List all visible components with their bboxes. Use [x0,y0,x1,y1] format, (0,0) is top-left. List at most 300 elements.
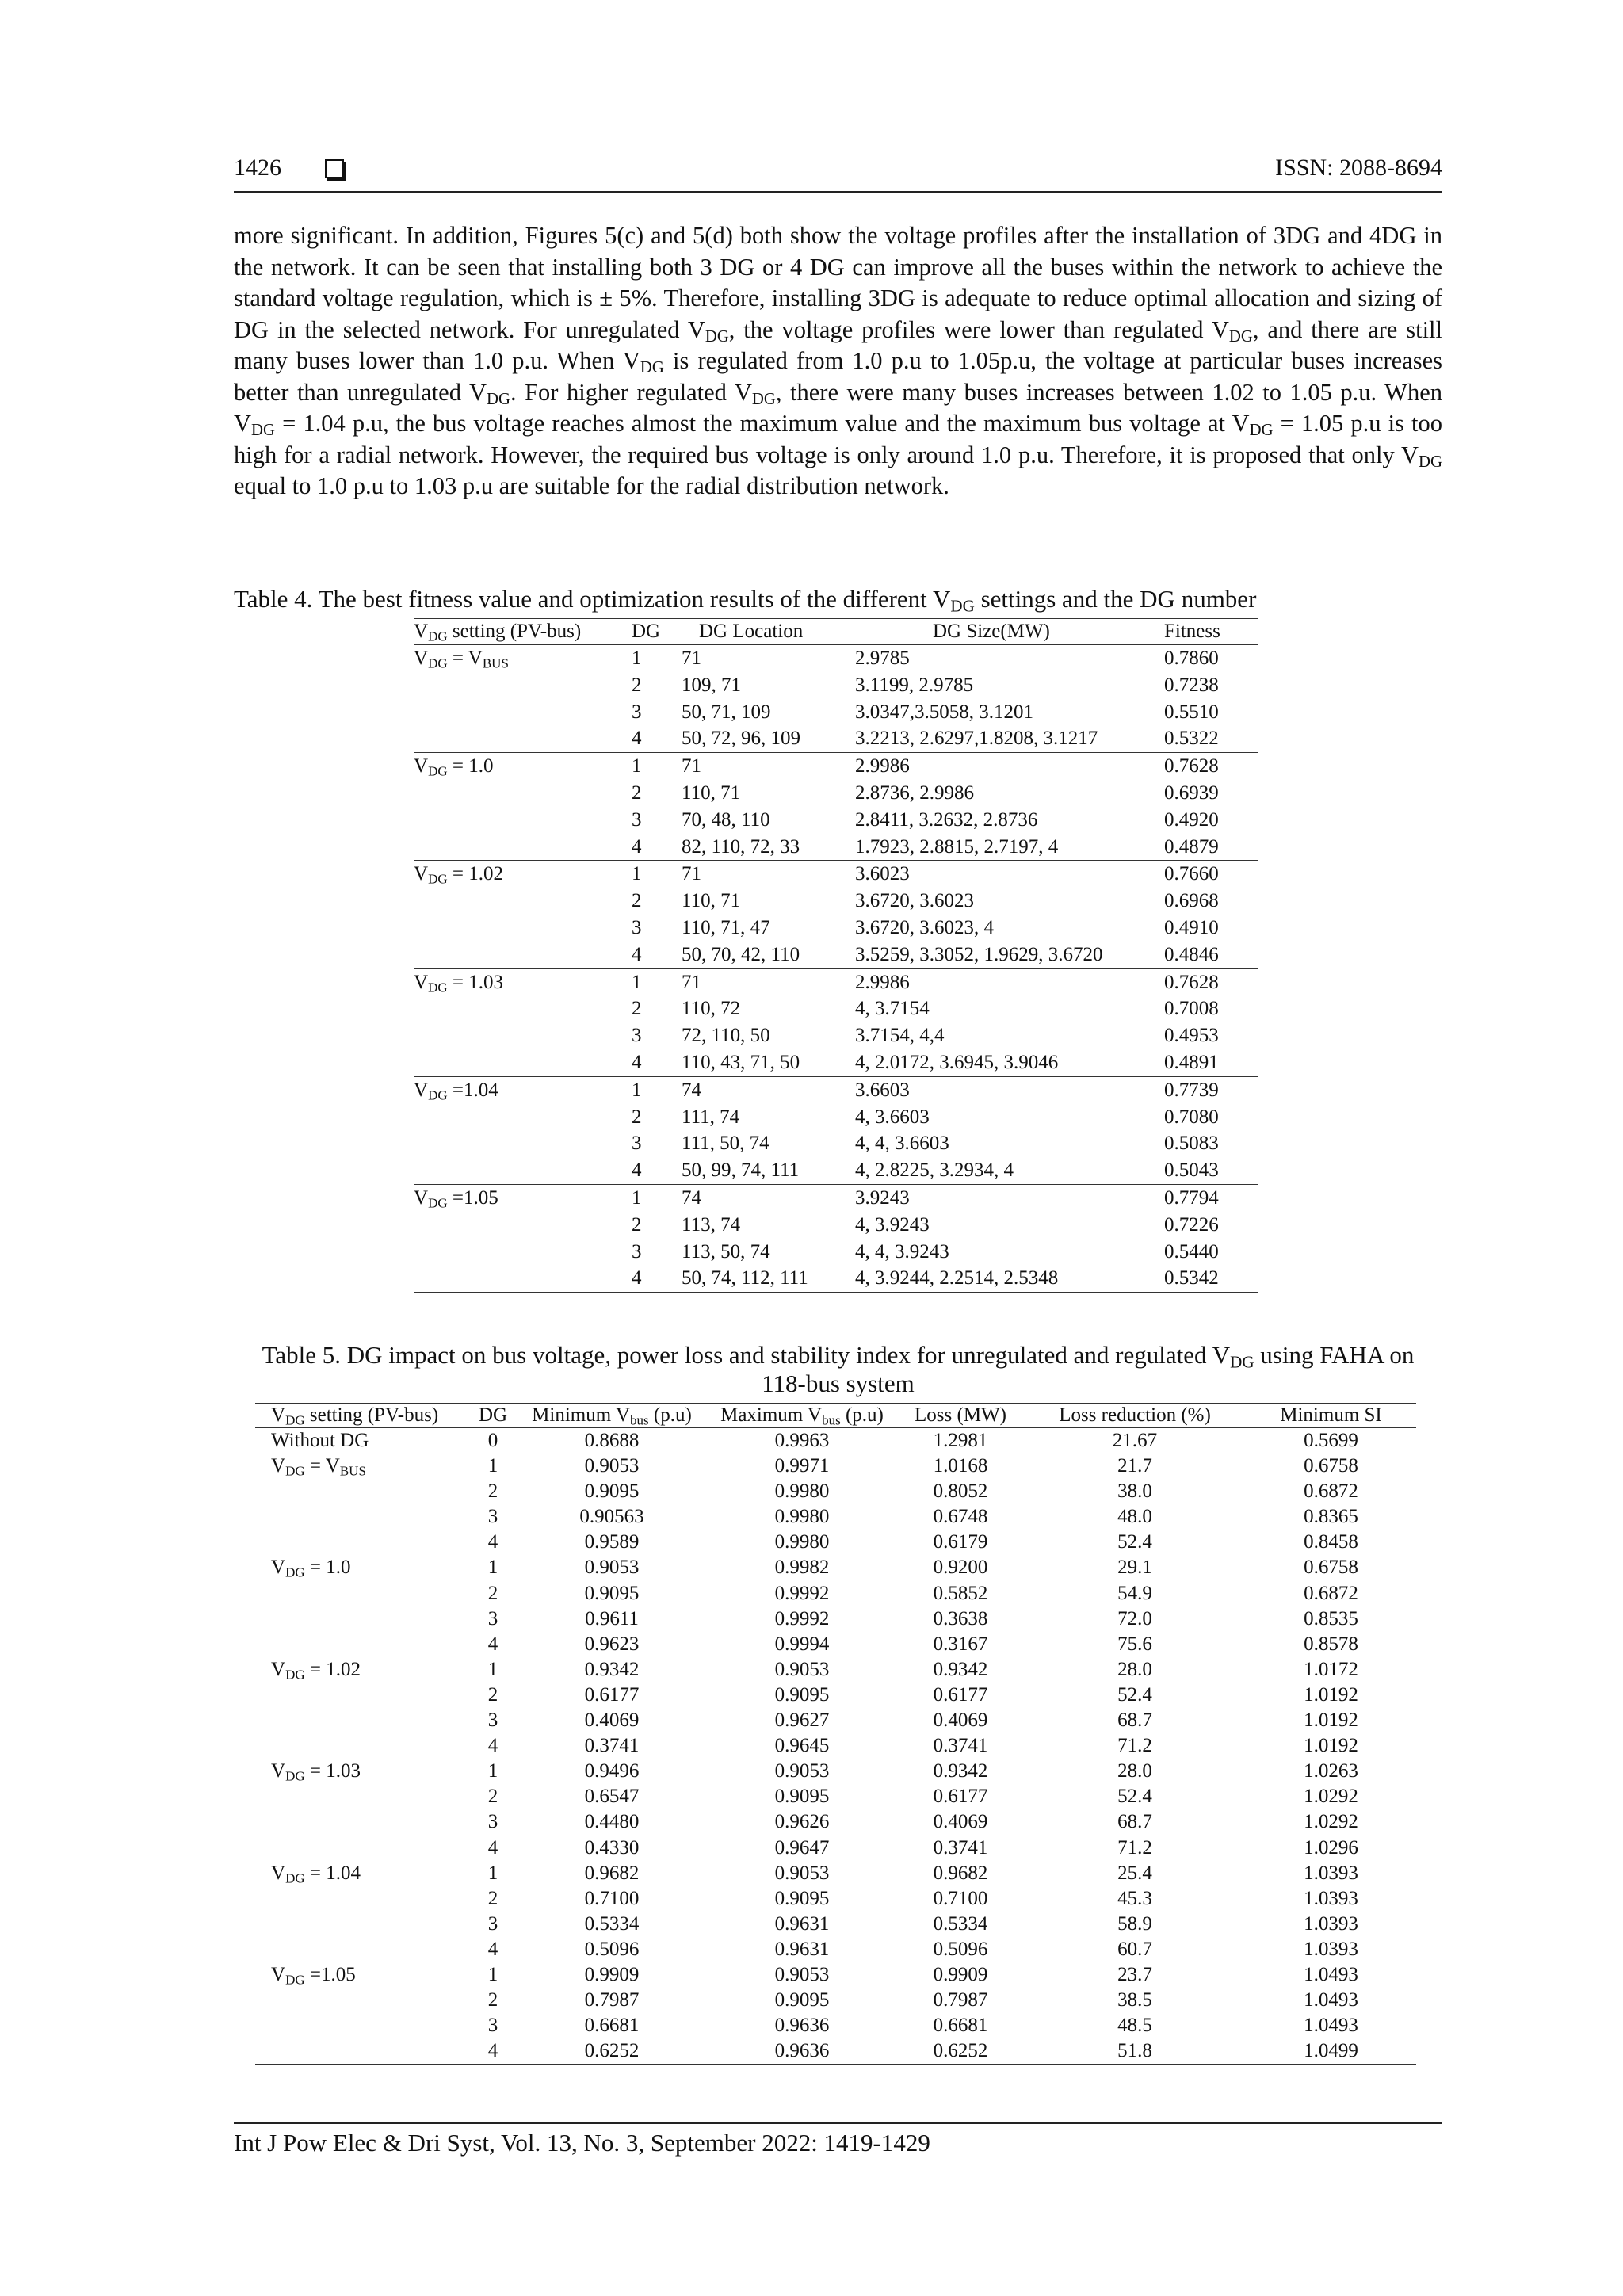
table-4-header-cell: DG Location [675,619,846,645]
table-5-row [255,1988,1416,2013]
table-4-cell: 0.6968 [1164,890,1219,912]
table-4-row [414,995,1258,1022]
table-4-cell: 3.7154, 4,4 [855,1025,945,1047]
table-4-cell: 0.7238 [1164,674,1219,696]
table-4-header-cell: $V_{DG}$ setting (PV-bus) [414,619,632,645]
table-4-cell: 0.5043 [1155,1157,1258,1184]
table-5-cell: 75.6 [1117,1633,1152,1655]
page-header [234,155,1442,193]
table-5-cell: 0.5852 [933,1582,988,1604]
table-5-cell: 1.0192 [1304,1710,1358,1732]
table-5-cell: 0.9992 [774,1582,830,1604]
paragraph-text: more significant. In addition, Figures 5(c) and 5(d) both show the voltage profiles after the installation of 3DG and 4DG in the network. It can be seen that installing both 3 DG or 4 DG can improve all the buses within the network to achieve the standard voltage regulation, which is ± 5%. Therefore, installing 3DG is adequate to reduce optimal allocation and sizing of DG in the selected network. For unregulated $V_{DG}$, the voltage profiles were lower than regulated $V_{DG}$, and there are still many buses lower than 1.0 p.u. When $V_{DG}$ is regulated from 1.0 p.u to 1.05p.u, the voltage at particular buses increases better than unregulated $V_{DG}$. For higher regulated $V_{DG}$, there were many buses increases between 1.02 to 1.05 p.u. When $V_{DG} = 1.04$ p.u, the bus voltage reaches almost the maximum value and the maximum bus voltage at $V_{DG} = 1.05$ p.u is too high for a radial network. However, the required bus voltage is only around 1.0 p.u. Therefore, it is proposed that only $V_{DG}$ equal to 1.0 p.u to 1.03 p.u are suitable for the radial distribution network. [234,222,1442,499]
table-5-cell: 3 [487,1607,498,1629]
table-5-cell: 0.6872 [1304,1582,1358,1604]
table-5-setting-cell: $V_{DG} = 1.02$ [271,1658,361,1683]
table-5-row [255,1886,1416,1912]
table-4-setting-cell: $V_{DG} = 1.03$ [414,971,503,995]
table-4-cell: 2.9986 [855,971,910,993]
table-4-cell: 2.9785 [855,648,910,669]
table-4-cell: 1 [632,755,642,777]
table-4-cell: 0.7660 [1164,863,1219,885]
table-5-cell: 3 [487,2015,498,2037]
table-5-setting-cell [255,1988,469,2013]
table-4-cell: 4, 3.7154 [855,998,930,1020]
table-5-setting-cell [255,1581,469,1606]
table-5-cell: 29.1 [1117,1557,1152,1579]
table-4-row [414,1239,1258,1266]
table-5-cell: 2 [487,1480,498,1503]
table-5-setting-cell: $V_{DG} = 1.04$ [271,1862,361,1885]
table-5-setting-cell [255,1504,469,1530]
table-5-row [255,1962,1416,1988]
table-5-cell: 0.4330 [584,1836,640,1859]
table-4-row [414,1076,1258,1103]
table-5-setting-cell [255,1809,469,1835]
table-5-setting-cell [255,1632,469,1657]
table-5-cell: 0.3741 [584,1735,640,1757]
table-5-cell: 0.9682 [933,1862,988,1884]
table-4-cell: 0.5440 [1164,1240,1219,1263]
table-5 [255,1403,1416,2065]
table-5-cell: 0.3741 [933,1735,988,1757]
table-5-cell: 0.9611 [585,1607,639,1629]
table-4-cell: 70, 48, 110 [682,808,770,831]
table-5-cell: 1.0168 [933,1455,988,1477]
table-5-cell: 3 [487,1710,498,1732]
table-5-row [255,1809,1416,1835]
table-5-setting-cell: $V_{DG} = V_{BUS}$ [271,1455,366,1479]
table-5-cell: 0.9200 [933,1557,988,1579]
table-5-cell: 4 [487,1633,498,1655]
table-4-cell: 50, 70, 42, 110 [675,942,846,968]
table-5-cell: 3 [487,1811,498,1833]
table-4-cell: 50, 71, 109 [682,701,771,723]
table-5-header-row [255,1404,1416,1428]
table-5-cell: 0.9053 [774,1760,830,1782]
table-5-cell: 25.4 [1117,1862,1152,1884]
table-5-cell: 0.6177 [584,1683,640,1706]
table-5-setting-cell [255,1912,469,1937]
table-4-setting-cell [414,1212,632,1239]
table-5-cell: 0.9994 [774,1633,830,1655]
table-4-cell: 3.6720, 3.6023, 4 [855,916,994,938]
table-4-row [414,968,1258,995]
table-5-cell: 1.0296 [1304,1836,1358,1859]
table-5-cell: 0.6179 [933,1531,988,1553]
table-5-cell: 0.8365 [1304,1506,1358,1528]
table-5-cell: 1 [487,1862,498,1884]
table-4-setting-cell [414,995,632,1022]
table-5-row [255,1504,1416,1530]
table-4-setting-cell [414,780,632,807]
table-4-row [414,699,1258,726]
table-5-setting-cell [255,1479,469,1504]
table-4-cell: 50, 74, 112, 111 [675,1265,846,1292]
table-4-cell: 0.7628 [1164,971,1219,993]
table-5-setting-cell: $V_{DG} =1.05$ [271,1963,356,1988]
table-5-cell: 0.9095 [774,1786,830,1808]
table-5-cell: 0.6758 [1304,1557,1358,1579]
table-4-cell: 72, 110, 50 [682,1025,770,1047]
table-5-cell: 0.9971 [774,1455,830,1477]
table-4-row [414,807,1258,834]
table-5-cell: 0.9980 [774,1531,830,1553]
table-5-cell: 1.0393 [1304,1862,1358,1884]
table-4-cell: 3.6720, 3.6023 [855,890,974,912]
table-5-row [255,1708,1416,1733]
footer-citation: Int J Pow Elec & Dri Syst, Vol. 13, No. 3, September 2022: 1419-1429 [234,2129,930,2157]
table-4-cell: 0.4846 [1155,942,1258,968]
table-5-cell: 0.6681 [584,2015,640,2037]
table-4-cell: 0.7739 [1164,1079,1219,1101]
table-5-setting-cell [255,1708,469,1733]
table-5-row [255,1632,1416,1657]
table-4-cell: 110, 72 [682,998,741,1020]
table-5-cell: 28.0 [1117,1760,1152,1782]
table-5-header-cell: Loss (MW) [897,1404,1024,1428]
table-4-row [414,725,1258,752]
table-4-row [414,1022,1258,1049]
table-5-cell: 0.9636 [774,2015,830,2037]
table-5-cell: 0.9909 [584,1963,640,1985]
table-5-cell: 1 [487,1963,498,1985]
table-4-cell: 2 [632,1106,642,1128]
table-5-header-cell: DG [469,1404,517,1428]
table-4-cell: 3 [632,701,642,723]
table-5-cell: 0.4069 [584,1710,640,1732]
table-5-cell: 0.8052 [933,1480,988,1503]
table-5-cell: 0.8535 [1304,1607,1358,1629]
table-5-cell: 0.6758 [1304,1455,1358,1477]
table-5-cell: 1.0493 [1304,1989,1358,2011]
table-4-cell: 110, 71 [682,781,741,804]
table-4-setting-cell [414,672,632,699]
table-5-cell: 1.0292 [1304,1811,1358,1833]
table-4-cell: 3.2213, 2.6297,1.8208, 3.1217 [846,725,1155,752]
table-5-cell: 0.9053 [774,1963,830,1985]
table-4-cell: 3.5259, 3.3052, 1.9629, 3.6720 [846,942,1155,968]
table-5-cell: 0.9053 [584,1455,640,1477]
table-4-cell: 0.4920 [1164,808,1219,831]
table-5-setting-cell [255,1784,469,1809]
table-5-row [255,1912,1416,1937]
table-4-header-cell: DG Size(MW) [846,619,1155,645]
table-5-row [255,1555,1416,1580]
table-4-cell: 0.4891 [1155,1049,1258,1076]
table-5-cell: 1 [487,1760,498,1782]
table-4-cell: 3.6603 [855,1079,910,1101]
table-4-cell: 4, 4, 3.6603 [855,1133,949,1155]
table-5-cell: 0.6177 [933,1683,988,1706]
table-5-cell: 60.7 [1117,1938,1152,1960]
table-5-cell: 0.9623 [584,1633,640,1655]
table-5-row [255,1733,1416,1759]
table-4-setting-cell [414,1104,632,1131]
table-4-cell: 74 [682,1079,701,1101]
table-4-row [414,1157,1258,1184]
table-4-caption: Table 4. The best fitness value and optimization results of the different $V_{DG}$ settings and the DG number [234,585,1257,616]
table-5-cell: 0.9631 [774,1912,830,1935]
table-4-setting-cell: $V_{DG} = 1.0$ [414,755,494,779]
table-4-row [414,888,1258,915]
table-5-cell: 0.9631 [774,1938,830,1960]
table-5-cell: 0.9095 [774,1887,830,1909]
table-4-cell: 4, 3.9243 [855,1213,930,1236]
table-5-row [255,1657,1416,1683]
table-5-setting-cell: $V_{DG} = 1.0$ [271,1557,351,1580]
table-4-row [414,1184,1258,1211]
table-5-row [255,2038,1416,2065]
table-4-cell: 1 [632,971,642,993]
table-5-header-cell: Minimum SI [1246,1404,1416,1428]
table-4-cell: 4 [632,834,675,861]
table-4-cell: 0.7226 [1164,1213,1219,1236]
table-5-cell: 0.9647 [774,1836,830,1859]
table-5-cell: 2 [487,1887,498,1909]
table-5-cell: 52.4 [1117,1786,1152,1808]
table-5-cell: 0.6252 [517,2038,707,2065]
table-5-cell: 21.67 [1112,1430,1158,1451]
table-5-row [255,1836,1416,1861]
table-5-cell: 71.2 [1117,1836,1152,1859]
table-5-cell: 4 [469,2038,517,2065]
table-5-row [255,1937,1416,1962]
table-5-row [255,1530,1416,1555]
table-5-row [255,1784,1416,1809]
table-5-setting-cell [255,1937,469,1962]
table-5-setting-cell: Without DG [271,1430,369,1451]
table-4-cell: 71 [682,863,701,885]
table-5-cell: 0.9589 [584,1531,640,1553]
table-4-cell: 4 [632,1049,675,1076]
table-4-cell: 4 [632,725,675,752]
table-5-cell: 0.8688 [584,1430,640,1451]
table-5-cell: 0.5096 [584,1938,640,1960]
table-5-cell: 23.7 [1117,1963,1152,1985]
table-4-cell: 3.6023 [855,863,910,885]
table-5-row [255,1759,1416,1784]
table-4-cell: 3.0347,3.5058, 3.1201 [855,701,1033,723]
table-5-header-cell: Minimum $V_{bus}$ (p.u) [517,1404,707,1428]
table-5-cell: 0.9342 [933,1658,988,1680]
table-5-cell: 1 [487,1557,498,1579]
table-4-setting-cell [414,1130,632,1157]
table-4-setting-cell: $V_{DG} = 1.02$ [414,863,503,887]
table-5-cell: 0.9626 [774,1811,830,1833]
table-5-header-cell: Loss reduction (%) [1024,1404,1246,1428]
table-5-row [255,2013,1416,2038]
table-4-cell: 1 [632,863,642,885]
table-5-cell: 0.9095 [584,1480,640,1503]
table-4-cell: 113, 74 [682,1213,741,1236]
table-5-cell: 45.3 [1117,1887,1152,1909]
table-4-cell: 110, 71 [682,890,741,912]
table-4-cell: 4 [632,1265,675,1292]
table-4 [414,618,1258,1293]
table-4-setting-cell [414,1049,632,1076]
table-5-cell: 3 [487,1912,498,1935]
table-5-cell: 58.9 [1117,1912,1152,1935]
issn: ISSN: 2088-8694 [1275,155,1442,181]
table-5-cell: 0.6252 [897,2038,1024,2065]
table-5-cell: 68.7 [1117,1811,1152,1833]
table-5-cell: 0.9053 [584,1557,640,1579]
table-4-cell: 2.8411, 3.2632, 2.8736 [855,808,1038,831]
square-bullet-icon [325,159,344,178]
table-4-cell: 50, 99, 74, 111 [675,1157,846,1184]
table-5-row [255,1454,1416,1479]
table-5-cell: 1.0499 [1246,2038,1416,2065]
table-5-row [255,1683,1416,1708]
table-5-header-cell: $V_{DG}$ setting (PV-bus) [255,1404,469,1428]
table-4-setting-cell [414,725,632,752]
table-5-cell: 0.4069 [933,1710,988,1732]
table-4-cell: 1 [632,648,642,669]
table-5-cell: 0.5334 [933,1912,988,1935]
table-5-cell: 1.0393 [1304,1912,1358,1935]
table-5-cell: 1.0493 [1304,1963,1358,1985]
table-4-cell: 0.7860 [1164,648,1219,669]
table-4-row [414,1212,1258,1239]
table-4-cell: 0.7008 [1164,998,1219,1020]
table-4-cell: 2.9986 [855,755,910,777]
table-4-cell: 0.6939 [1164,781,1219,804]
table-5-cell: 71.2 [1117,1735,1152,1757]
table-5-cell: 0.9980 [774,1506,830,1528]
table-5-row [255,1479,1416,1504]
table-4-cell: 0.4910 [1164,916,1219,938]
table-4-setting-cell [414,1239,632,1266]
table-5-cell: 0.9909 [933,1963,988,1985]
table-5-cell: 0.9342 [584,1658,640,1680]
table-4-cell: 110, 71, 47 [682,916,770,938]
table-5-cell: 0.9682 [584,1862,640,1884]
table-4-cell: 109, 71 [682,674,741,696]
table-4-setting-cell [414,915,632,942]
table-4-row [414,672,1258,699]
table-4-setting-cell [414,888,632,915]
table-5-cell: 0.3167 [933,1633,988,1655]
table-5-cell: 2 [487,1582,498,1604]
table-5-cell: 0 [487,1430,498,1451]
table-5-cell: 1.2981 [933,1430,988,1451]
table-4-cell: 113, 50, 74 [682,1240,770,1263]
table-5-cell: 51.8 [1024,2038,1246,2065]
table-5-setting-cell [255,1836,469,1861]
table-5-setting-cell [255,1606,469,1632]
table-4-cell: 110, 43, 71, 50 [675,1049,846,1076]
table-4-row [414,645,1258,672]
table-4-cell: 2.8736, 2.9986 [855,781,974,804]
table-5-cell: 0.9053 [774,1658,830,1680]
table-4-setting-cell [414,1022,632,1049]
table-4-cell: 3 [632,1133,642,1155]
table-5-cell: 21.7 [1117,1455,1152,1477]
table-5-body [255,1428,1416,2065]
table-5-cell: 0.8458 [1304,1531,1358,1553]
table-4-cell: 0.4879 [1155,834,1258,861]
table-5-cell: 1.0393 [1304,1938,1358,1960]
table-4-cell: 111, 50, 74 [682,1133,769,1155]
table-5-cell: 0.9636 [707,2038,897,2065]
table-4-cell: 3 [632,1240,642,1263]
table-4-row [414,1130,1258,1157]
footer-divider [234,2122,1442,2124]
table-5-cell: 0.6748 [933,1506,988,1528]
table-4-row [414,1049,1258,1076]
table-5-cell: 38.0 [1117,1480,1152,1503]
table-4-header-cell: Fitness [1155,619,1258,645]
table-5-cell: 0.3741 [933,1836,988,1859]
table-4-cell: 3 [632,916,642,938]
table-5-setting-cell [255,1683,469,1708]
table-5-cell: 0.9095 [774,1989,830,2011]
table-5-cell: 4 [487,1735,498,1757]
table-4-row [414,1104,1258,1131]
table-5-cell: 3 [487,1506,498,1528]
table-4-cell: 0.5510 [1164,701,1219,723]
table-5-cell: 4 [487,1836,498,1859]
table-5-setting-cell [255,1733,469,1759]
table-5-cell: 0.4069 [933,1811,988,1833]
table-5-setting-cell: $V_{DG} = 1.03$ [271,1760,361,1784]
table-5-cell: 2 [487,1683,498,1706]
table-5-cell: 1 [487,1658,498,1680]
table-4-cell: 2 [632,998,642,1020]
table-4-cell: 0.5342 [1155,1265,1258,1292]
table-4-setting-cell [414,699,632,726]
table-5-setting-cell [255,1530,469,1555]
table-4-cell: 3.1199, 2.9785 [855,674,974,696]
table-4-cell: 4, 3.6603 [855,1106,930,1128]
table-4-cell: 111, 74 [682,1106,740,1128]
table-4-cell: 4 [632,942,675,968]
table-4-setting-cell [414,1157,632,1184]
table-4-cell: 2 [632,1213,642,1236]
table-5-cell: 0.9053 [774,1862,830,1884]
table-5-header-cell: Maximum $V_{bus}$ (p.u) [707,1404,897,1428]
table-4-setting-cell: $V_{DG} = V_{BUS}$ [414,648,509,671]
table-4-row [414,915,1258,942]
table-5-cell: 4 [487,1531,498,1553]
table-5-setting-cell [255,2038,469,2065]
table-4-cell: 1 [632,1186,642,1209]
table-5-cell: 0.9980 [774,1480,830,1503]
table-4-cell: 3.9243 [855,1186,910,1209]
table-5-cell: 54.9 [1117,1582,1152,1604]
table-5-cell: 1.0172 [1304,1658,1358,1680]
table-4-cell: 50, 72, 96, 109 [675,725,846,752]
table-4-cell: 0.7628 [1164,755,1219,777]
table-4-cell: 3 [632,1025,642,1047]
table-4-setting-cell [414,834,632,861]
table-5-cell: 52.4 [1117,1531,1152,1553]
table-5-cell: 1.0292 [1304,1786,1358,1808]
table-5-cell: 0.7987 [933,1989,988,2011]
table-5-cell: 2 [487,1989,498,2011]
table-4-row [414,834,1258,861]
table-4-cell: 3 [632,808,642,831]
table-4-cell: 4 [632,1157,675,1184]
table-4-row [414,861,1258,888]
table-5-cell: 0.5334 [584,1912,640,1935]
table-5-row [255,1861,1416,1886]
table-5-cell: 0.9627 [774,1710,830,1732]
table-4-cell: 0.7080 [1164,1106,1219,1128]
table-5-cell: 1.0493 [1304,2015,1358,2037]
table-4-cell: 1.7923, 2.8815, 2.7197, 4 [846,834,1155,861]
